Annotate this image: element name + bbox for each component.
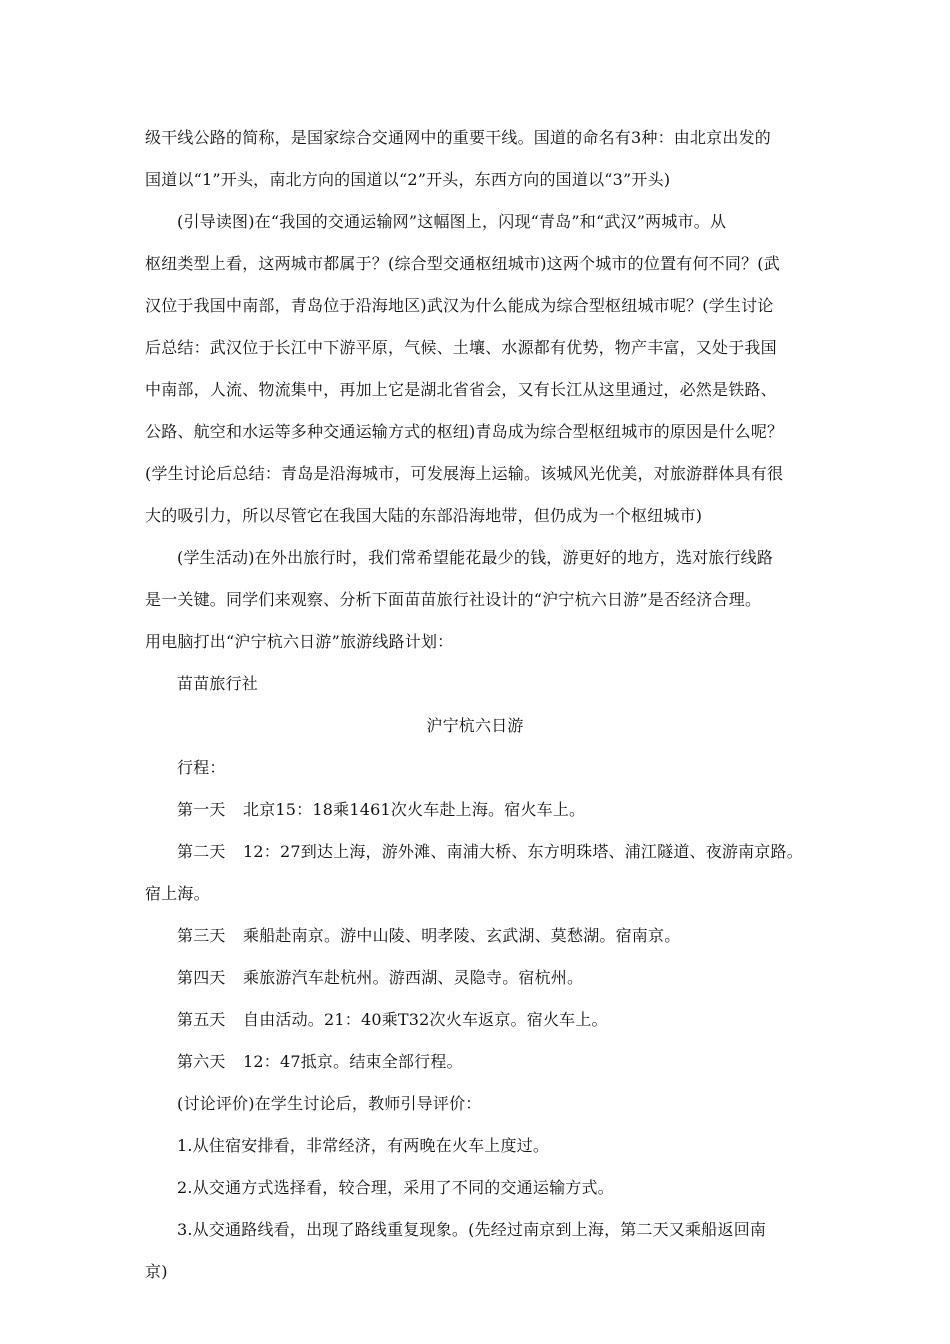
paragraph-line: (学生活动)在外出旅行时，我们常希望能花最少的钱，游更好的地方，选对旅行线路 [177,548,774,567]
day-text: 12：27到达上海，游外滩、南浦大桥、东方明珠塔、浦江隧道、夜游南京路。 [243,842,803,861]
paragraph-line: (学生讨论后总结：青岛是沿海城市，可发展海上运输。该城风光优美，对旅游群体具有很 [145,464,784,483]
itinerary-day [177,926,680,946]
agency-name: 苗苗旅行社 [177,674,259,693]
evaluation-item: 3.从交通路线看，出现了路线重复现象。(先经过南京到上海，第二天又乘船返回南 [177,1220,767,1239]
paragraph-line: 用电脑打出“沪宁杭六日游”旅游线路计划： [145,632,454,651]
itinerary-label: 行程： [177,758,226,777]
paragraph-line: 汉位于我国中南部，青岛位于沿海地区)武汉为什么能成为综合型枢纽城市呢？(学生讨论 [145,296,774,315]
itinerary-day [177,968,583,988]
evaluation-item: 2.从交通方式选择看，较合理，采用了不同的交通运输方式。 [177,1178,614,1197]
itinerary-day [177,800,585,820]
paragraph-line: 公路、航空和水运等多种交通运输方式的枢纽)青岛成为综合型枢纽城市的原因是什么呢？ [145,422,784,441]
paragraph-line: 级干线公路的简称，是国家综合交通网中的重要干线。国道的命名有3种：由北京出发的 [145,128,771,147]
itinerary-day [177,842,803,862]
day-label: 第二天 [177,842,226,861]
paragraph-line: 后总结：武汉位于长江中下游平原，气候、土壤、水源都有优势，物产丰富，又处于我国 [145,338,777,357]
day-label: 第一天 [177,800,226,819]
day-text: 乘船赴南京。游中山陵、明孝陵、玄武湖、莫愁湖。宿南京。 [243,926,681,945]
paragraph-line: 国道以“1”开头，南北方向的国道以“2”开头，东西方向的国道以“3”开头) [145,170,671,189]
day-label: 第六天 [177,1052,226,1071]
paragraph-line: (引导读图)在“我国的交通运输网”这幅图上，闪现“青岛”和“武汉”两城市。从 [177,212,727,231]
paragraph-line: 大的吸引力，所以尽管它在我国大陆的东部沿海地带，但仍成为一个枢纽城市) [145,506,703,525]
day-text: 自由活动。21：40乘T32次火车返京。宿火车上。 [243,1010,608,1029]
paragraph-line: 中南部，人流、物流集中，再加上它是湖北省省会，又有长江从这里通过，必然是铁路、 [145,380,777,399]
evaluation-continuation: 京) [145,1262,168,1281]
day-label: 第五天 [177,1010,226,1029]
itinerary-day [177,1052,463,1072]
evaluation-item: 1.从住宿安排看，非常经济，有两晚在火车上度过。 [177,1136,550,1155]
day-text: 乘旅游汽车赴杭州。游西湖、灵隐寺。宿杭州。 [243,968,584,987]
day-label: 第四天 [177,968,226,987]
tour-title: 沪宁杭六日游 [426,716,524,735]
paragraph-line: 是一关键。同学们来观察、分析下面苗苗旅行社设计的“沪宁杭六日游”是否经济合理。 [145,590,762,609]
day-text: 12：47抵京。结束全部行程。 [243,1052,463,1071]
day-label: 第三天 [177,926,226,945]
day-text-continuation: 宿上海。 [145,884,210,903]
day-text: 北京15：18乘1461次火车赴上海。宿火车上。 [243,800,586,819]
paragraph-line: 枢纽类型上看，这两城市都属于？(综合型交通枢纽城市)这两个城市的位置有何不同？(武 [145,254,780,273]
itinerary-day [177,1010,608,1030]
discussion-intro: (讨论评价)在学生讨论后，教师引导评价： [177,1094,482,1113]
